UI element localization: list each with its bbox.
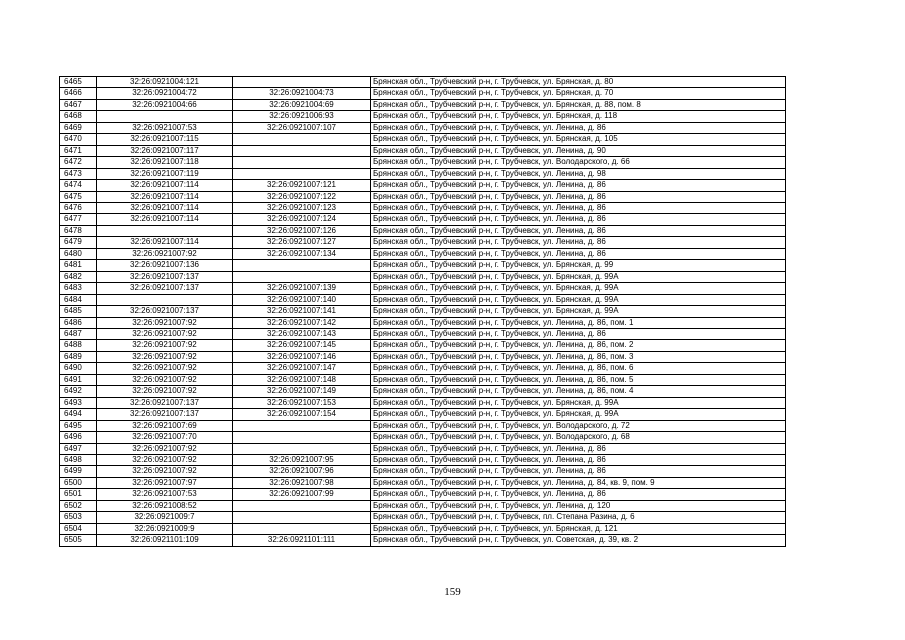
table-row <box>60 306 786 317</box>
table-row <box>60 225 786 236</box>
row-number-cell: 6490 <box>60 363 97 374</box>
cadastral-number-cell: 32:26:0921007:137 <box>97 283 233 294</box>
table-row <box>60 134 786 145</box>
table-row <box>60 180 786 191</box>
row-number-cell: 6478 <box>60 225 97 236</box>
address-cell: Брянская обл., Трубчевский р-н, г. Трубчевск, ул. Брянская, д. 88, пом. 8 <box>371 99 786 110</box>
related-cadastral-number-cell: 32:26:0921101:111 <box>233 535 371 546</box>
address-cell: Брянская обл., Трубчевский р-н, г. Трубчевск, ул. Ленина, д. 86 <box>371 202 786 213</box>
address-cell: Брянская обл., Трубчевский р-н, г. Трубчевск, ул. Брянская, д. 70 <box>371 88 786 99</box>
related-cadastral-number-cell: 32:26:0921007:124 <box>233 214 371 225</box>
related-cadastral-number-cell: 32:26:0921007:140 <box>233 294 371 305</box>
related-cadastral-number-cell: 32:26:0921007:149 <box>233 386 371 397</box>
address-cell: Брянская обл., Трубчевский р-н, г. Трубчевск, ул. Ленина, д. 86, пом. 6 <box>371 363 786 374</box>
table-row <box>60 500 786 511</box>
cadastral-number-cell: 32:26:0921007:137 <box>97 397 233 408</box>
address-cell: Брянская обл., Трубчевский р-н, г. Трубчевск, ул. Брянская, д. 99А <box>371 271 786 282</box>
cadastral-number-cell: 32:26:0921007:114 <box>97 237 233 248</box>
address-cell: Брянская обл., Трубчевский р-н, г. Трубчевск, ул. Ленина, д. 98 <box>371 168 786 179</box>
property-table-body <box>60 77 786 547</box>
address-cell: Брянская обл., Трубчевский р-н, г. Трубчевск, ул. Брянская, д. 99А <box>371 397 786 408</box>
address-cell: Брянская обл., Трубчевский р-н, г. Трубчевск, ул. Ленина, д. 86 <box>371 454 786 465</box>
row-number-cell: 6481 <box>60 260 97 271</box>
row-number-cell: 6467 <box>60 99 97 110</box>
row-number-cell: 6482 <box>60 271 97 282</box>
table-row <box>60 294 786 305</box>
related-cadastral-number-cell <box>233 134 371 145</box>
row-number-cell: 6472 <box>60 157 97 168</box>
cadastral-number-cell <box>97 294 233 305</box>
cadastral-number-cell: 32:26:0921007:92 <box>97 363 233 374</box>
address-cell: Брянская обл., Трубчевский р-н, г. Трубчевск, ул. Брянская, д. 99А <box>371 409 786 420</box>
cadastral-number-cell: 32:26:0921007:92 <box>97 374 233 385</box>
cadastral-number-cell: 32:26:0921007:92 <box>97 248 233 259</box>
address-cell: Брянская обл., Трубчевский р-н, г. Трубчевск, ул. Ленина, д. 86 <box>371 443 786 454</box>
row-number-cell: 6476 <box>60 202 97 213</box>
table-row <box>60 77 786 88</box>
related-cadastral-number-cell <box>233 432 371 443</box>
related-cadastral-number-cell: 32:26:0921007:153 <box>233 397 371 408</box>
related-cadastral-number-cell: 32:26:0921007:147 <box>233 363 371 374</box>
cadastral-number-cell: 32:26:0921007:137 <box>97 409 233 420</box>
related-cadastral-number-cell: 32:26:0921007:143 <box>233 328 371 339</box>
cadastral-number-cell: 32:26:0921004:66 <box>97 99 233 110</box>
address-cell: Брянская обл., Трубчевский р-н, г. Трубчевск, ул. Ленина, д. 86 <box>371 180 786 191</box>
table-row <box>60 283 786 294</box>
address-cell: Брянская обл., Трубчевский р-н, г. Трубчевск, ул. Брянская, д. 99А <box>371 306 786 317</box>
table-row <box>60 523 786 534</box>
address-cell: Брянская обл., Трубчевский р-н, г. Трубчевск, ул. Ленина, д. 120 <box>371 500 786 511</box>
table-row <box>60 317 786 328</box>
cadastral-number-cell: 32:26:0921007:118 <box>97 157 233 168</box>
cadastral-number-cell: 32:26:0921007:114 <box>97 202 233 213</box>
related-cadastral-number-cell <box>233 271 371 282</box>
row-number-cell: 6486 <box>60 317 97 328</box>
cadastral-number-cell: 32:26:0921007:114 <box>97 214 233 225</box>
cadastral-number-cell: 32:26:0921009:9 <box>97 523 233 534</box>
table-row <box>60 168 786 179</box>
row-number-cell: 6479 <box>60 237 97 248</box>
related-cadastral-number-cell <box>233 145 371 156</box>
related-cadastral-number-cell <box>233 420 371 431</box>
table-row <box>60 122 786 133</box>
cadastral-number-cell: 32:26:0921007:114 <box>97 191 233 202</box>
cadastral-number-cell: 32:26:0921007:137 <box>97 306 233 317</box>
related-cadastral-number-cell: 32:26:0921007:96 <box>233 466 371 477</box>
address-cell: Брянская обл., Трубчевский р-н, г. Трубчевск, ул. Ленина, д. 86 <box>371 466 786 477</box>
cadastral-number-cell: 32:26:0921007:114 <box>97 180 233 191</box>
address-cell: Брянская обл., Трубчевский р-н, г. Трубчевск, ул. Ленина, д. 90 <box>371 145 786 156</box>
address-cell: Брянская обл., Трубчевский р-н, г. Трубчевск, ул. Ленина, д. 86 <box>371 214 786 225</box>
related-cadastral-number-cell <box>233 168 371 179</box>
address-cell: Брянская обл., Трубчевский р-н, г. Трубчевск, ул. Ленина, д. 86, пом. 5 <box>371 374 786 385</box>
address-cell: Брянская обл., Трубчевский р-н, г. Трубчевск, пл. Степана Разина, д. 6 <box>371 512 786 523</box>
row-number-cell: 6494 <box>60 409 97 420</box>
row-number-cell: 6475 <box>60 191 97 202</box>
address-cell: Брянская обл., Трубчевский р-н, г. Трубчевск, ул. Ленина, д. 86 <box>371 489 786 500</box>
cadastral-number-cell: 32:26:0921007:92 <box>97 466 233 477</box>
row-number-cell: 6501 <box>60 489 97 500</box>
cadastral-number-cell: 32:26:0921007:53 <box>97 489 233 500</box>
row-number-cell: 6473 <box>60 168 97 179</box>
cadastral-number-cell: 32:26:0921007:115 <box>97 134 233 145</box>
cadastral-number-cell: 32:26:0921008:52 <box>97 500 233 511</box>
table-row <box>60 432 786 443</box>
row-number-cell: 6484 <box>60 294 97 305</box>
cadastral-number-cell: 32:26:0921007:92 <box>97 317 233 328</box>
property-table <box>59 76 786 547</box>
related-cadastral-number-cell: 32:26:0921007:99 <box>233 489 371 500</box>
cadastral-number-cell: 32:26:0921007:92 <box>97 340 233 351</box>
related-cadastral-number-cell: 32:26:0921007:98 <box>233 477 371 488</box>
table-row <box>60 443 786 454</box>
table-row <box>60 420 786 431</box>
row-number-cell: 6471 <box>60 145 97 156</box>
row-number-cell: 6496 <box>60 432 97 443</box>
table-row <box>60 260 786 271</box>
address-cell: Брянская обл., Трубчевский р-н, г. Трубчевск, ул. Советская, д. 39, кв. 2 <box>371 535 786 546</box>
table-row <box>60 466 786 477</box>
table-row <box>60 397 786 408</box>
related-cadastral-number-cell <box>233 157 371 168</box>
table-row <box>60 351 786 362</box>
cadastral-number-cell: 32:26:0921007:53 <box>97 122 233 133</box>
row-number-cell: 6488 <box>60 340 97 351</box>
address-cell: Брянская обл., Трубчевский р-н, г. Трубчевск, ул. Володарского, д. 66 <box>371 157 786 168</box>
cadastral-number-cell: 32:26:0921101:109 <box>97 535 233 546</box>
cadastral-number-cell: 32:26:0921007:92 <box>97 386 233 397</box>
table-row <box>60 386 786 397</box>
table-row <box>60 489 786 500</box>
related-cadastral-number-cell: 32:26:0921004:69 <box>233 99 371 110</box>
table-row <box>60 271 786 282</box>
related-cadastral-number-cell: 32:26:0921007:145 <box>233 340 371 351</box>
row-number-cell: 6502 <box>60 500 97 511</box>
row-number-cell: 6503 <box>60 512 97 523</box>
related-cadastral-number-cell: 32:26:0921007:123 <box>233 202 371 213</box>
related-cadastral-number-cell: 32:26:0921007:126 <box>233 225 371 236</box>
row-number-cell: 6477 <box>60 214 97 225</box>
cadastral-number-cell: 32:26:0921007:70 <box>97 432 233 443</box>
cadastral-number-cell: 32:26:0921007:137 <box>97 271 233 282</box>
related-cadastral-number-cell: 32:26:0921007:134 <box>233 248 371 259</box>
row-number-cell: 6497 <box>60 443 97 454</box>
table-row <box>60 328 786 339</box>
cadastral-number-cell <box>97 225 233 236</box>
table-row <box>60 535 786 546</box>
related-cadastral-number-cell <box>233 512 371 523</box>
table-row <box>60 111 786 122</box>
address-cell: Брянская обл., Трубчевский р-н, г. Трубчевск, ул. Брянская, д. 99А <box>371 283 786 294</box>
address-cell: Брянская обл., Трубчевский р-н, г. Трубчевск, ул. Ленина, д. 86 <box>371 248 786 259</box>
related-cadastral-number-cell: 32:26:0921007:154 <box>233 409 371 420</box>
table-row <box>60 340 786 351</box>
table-row <box>60 374 786 385</box>
row-number-cell: 6480 <box>60 248 97 259</box>
address-cell: Брянская обл., Трубчевский р-н, г. Трубчевск, ул. Володарского, д. 68 <box>371 432 786 443</box>
row-number-cell: 6469 <box>60 122 97 133</box>
related-cadastral-number-cell: 32:26:0921007:127 <box>233 237 371 248</box>
row-number-cell: 6489 <box>60 351 97 362</box>
address-cell: Брянская обл., Трубчевский р-н, г. Трубчевск, ул. Ленина, д. 86, пом. 4 <box>371 386 786 397</box>
row-number-cell: 6505 <box>60 535 97 546</box>
address-cell: Брянская обл., Трубчевский р-н, г. Трубчевск, ул. Брянская, д. 121 <box>371 523 786 534</box>
related-cadastral-number-cell: 32:26:0921004:73 <box>233 88 371 99</box>
cadastral-number-cell: 32:26:0921007:92 <box>97 328 233 339</box>
cadastral-number-cell: 32:26:0921007:119 <box>97 168 233 179</box>
address-cell: Брянская обл., Трубчевский р-н, г. Трубчевск, ул. Ленина, д. 86 <box>371 122 786 133</box>
related-cadastral-number-cell: 32:26:0921007:142 <box>233 317 371 328</box>
row-number-cell: 6491 <box>60 374 97 385</box>
table-row <box>60 454 786 465</box>
address-cell: Брянская обл., Трубчевский р-н, г. Трубчевск, ул. Ленина, д. 86, пом. 3 <box>371 351 786 362</box>
address-cell: Брянская обл., Трубчевский р-н, г. Трубчевск, ул. Брянская, д. 105 <box>371 134 786 145</box>
table-row <box>60 248 786 259</box>
address-cell: Брянская обл., Трубчевский р-н, г. Трубчевск, ул. Ленина, д. 84, кв. 9, пом. 9 <box>371 477 786 488</box>
table-row <box>60 157 786 168</box>
table-row <box>60 409 786 420</box>
row-number-cell: 6498 <box>60 454 97 465</box>
address-cell: Брянская обл., Трубчевский р-н, г. Трубчевск, ул. Ленина, д. 86, пом. 2 <box>371 340 786 351</box>
address-cell: Брянская обл., Трубчевский р-н, г. Трубчевск, ул. Брянская, д. 80 <box>371 77 786 88</box>
row-number-cell: 6474 <box>60 180 97 191</box>
table-row <box>60 477 786 488</box>
table-row <box>60 191 786 202</box>
row-number-cell: 6499 <box>60 466 97 477</box>
related-cadastral-number-cell <box>233 523 371 534</box>
related-cadastral-number-cell <box>233 260 371 271</box>
row-number-cell: 6470 <box>60 134 97 145</box>
table-row <box>60 202 786 213</box>
cadastral-number-cell: 32:26:0921004:72 <box>97 88 233 99</box>
row-number-cell: 6485 <box>60 306 97 317</box>
table-row <box>60 99 786 110</box>
row-number-cell: 6487 <box>60 328 97 339</box>
address-cell: Брянская обл., Трубчевский р-н, г. Трубчевск, ул. Ленина, д. 86 <box>371 191 786 202</box>
related-cadastral-number-cell <box>233 77 371 88</box>
cadastral-number-cell <box>97 111 233 122</box>
table-row <box>60 237 786 248</box>
row-number-cell: 6466 <box>60 88 97 99</box>
cadastral-number-cell: 32:26:0921007:117 <box>97 145 233 156</box>
table-row <box>60 363 786 374</box>
cadastral-number-cell: 32:26:0921007:92 <box>97 454 233 465</box>
cadastral-number-cell: 32:26:0921004:121 <box>97 77 233 88</box>
related-cadastral-number-cell: 32:26:0921007:95 <box>233 454 371 465</box>
address-cell: Брянская обл., Трубчевский р-н, г. Трубчевск, ул. Ленина, д. 86 <box>371 237 786 248</box>
row-number-cell: 6504 <box>60 523 97 534</box>
address-cell: Брянская обл., Трубчевский р-н, г. Трубчевск, ул. Брянская, д. 99А <box>371 294 786 305</box>
related-cadastral-number-cell: 32:26:0921007:141 <box>233 306 371 317</box>
related-cadastral-number-cell: 32:26:0921007:146 <box>233 351 371 362</box>
related-cadastral-number-cell: 32:26:0921006:93 <box>233 111 371 122</box>
page-number: 159 <box>444 586 461 598</box>
table-row <box>60 214 786 225</box>
row-number-cell: 6495 <box>60 420 97 431</box>
related-cadastral-number-cell: 32:26:0921007:107 <box>233 122 371 133</box>
cadastral-number-cell: 32:26:0921007:69 <box>97 420 233 431</box>
row-number-cell: 6465 <box>60 77 97 88</box>
cadastral-number-cell: 32:26:0921007:97 <box>97 477 233 488</box>
row-number-cell: 6492 <box>60 386 97 397</box>
address-cell: Брянская обл., Трубчевский р-н, г. Трубчевск, ул. Брянская, д. 99 <box>371 260 786 271</box>
cadastral-number-cell: 32:26:0921007:136 <box>97 260 233 271</box>
row-number-cell: 6493 <box>60 397 97 408</box>
row-number-cell: 6500 <box>60 477 97 488</box>
related-cadastral-number-cell: 32:26:0921007:139 <box>233 283 371 294</box>
related-cadastral-number-cell: 32:26:0921007:122 <box>233 191 371 202</box>
table-row <box>60 145 786 156</box>
table-row <box>60 88 786 99</box>
cadastral-number-cell: 32:26:0921009:7 <box>97 512 233 523</box>
address-cell: Брянская обл., Трубчевский р-н, г. Трубчевск, ул. Ленина, д. 86, пом. 1 <box>371 317 786 328</box>
related-cadastral-number-cell: 32:26:0921007:148 <box>233 374 371 385</box>
related-cadastral-number-cell <box>233 443 371 454</box>
row-number-cell: 6483 <box>60 283 97 294</box>
cadastral-number-cell: 32:26:0921007:92 <box>97 443 233 454</box>
table-row <box>60 512 786 523</box>
address-cell: Брянская обл., Трубчевский р-н, г. Трубчевск, ул. Володарского, д. 72 <box>371 420 786 431</box>
related-cadastral-number-cell <box>233 500 371 511</box>
address-cell: Брянская обл., Трубчевский р-н, г. Трубчевск, ул. Ленина, д. 86 <box>371 328 786 339</box>
cadastral-number-cell: 32:26:0921007:92 <box>97 351 233 362</box>
row-number-cell: 6468 <box>60 111 97 122</box>
address-cell: Брянская обл., Трубчевский р-н, г. Трубчевск, ул. Ленина, д. 86 <box>371 225 786 236</box>
related-cadastral-number-cell: 32:26:0921007:121 <box>233 180 371 191</box>
address-cell: Брянская обл., Трубчевский р-н, г. Трубчевск, ул. Брянская, д. 118 <box>371 111 786 122</box>
